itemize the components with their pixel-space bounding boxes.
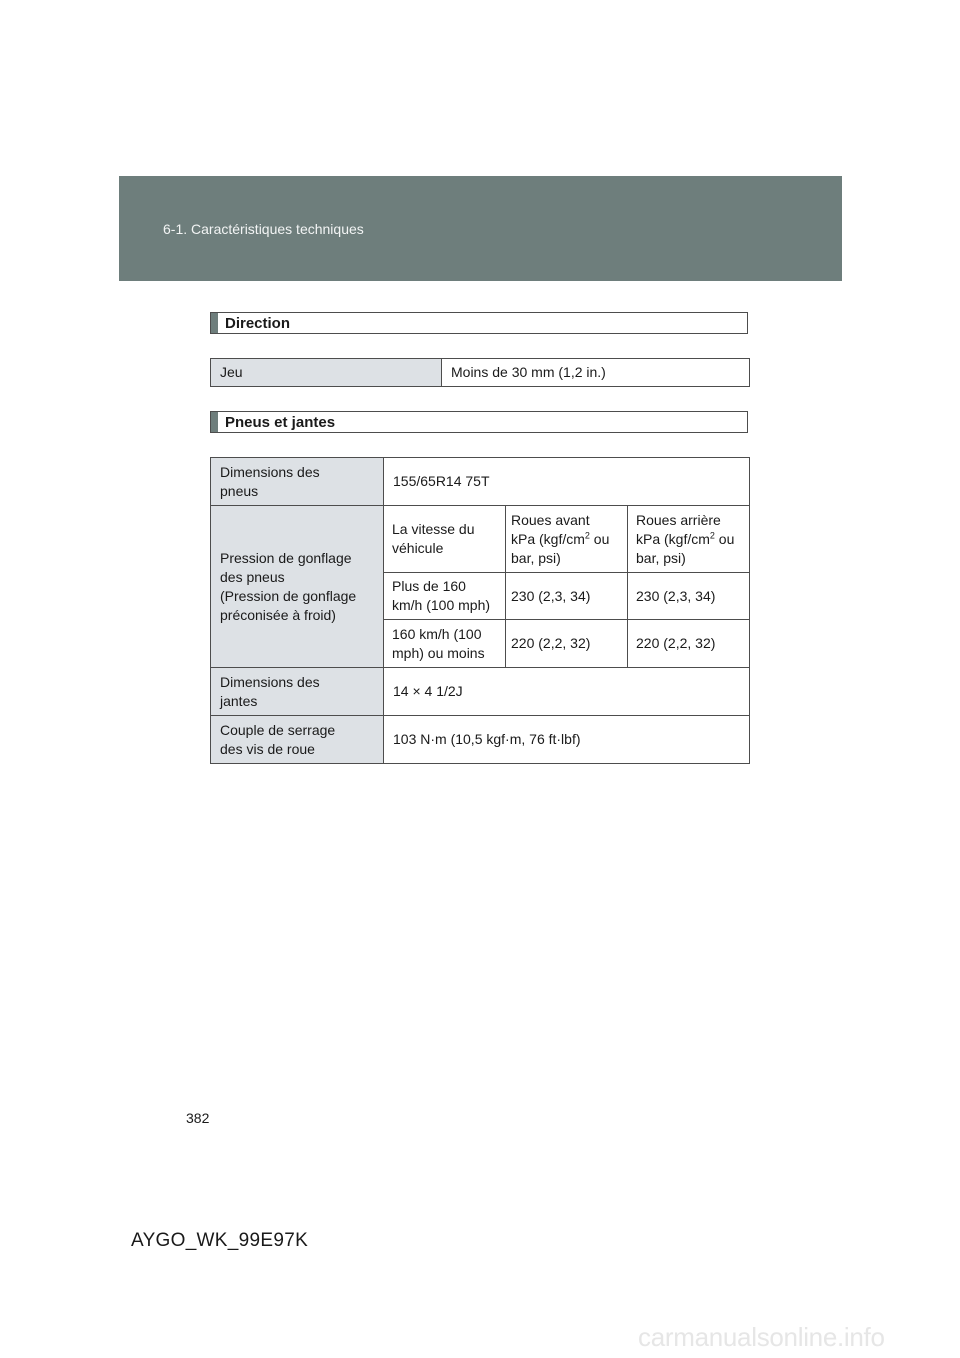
chapter-header-band <box>119 176 842 281</box>
table-row <box>211 506 750 573</box>
table-row <box>211 716 750 764</box>
site-watermark: carmanualsonline.info <box>638 1322 885 1352</box>
front-pressure-cell: 230 (2,3, 34) <box>506 573 628 620</box>
document-code: AYGO_WK_99E97K <box>131 1230 309 1251</box>
speed-column-header: La vitesse du véhicule <box>384 506 506 573</box>
pressure-label: Pression de gonflage des pneus (Pression de gonflage préconisée à froid) <box>211 506 384 668</box>
steering-play-label: Jeu <box>211 359 442 387</box>
table-row <box>211 359 750 387</box>
rear-pressure-cell: 230 (2,3, 34) <box>628 573 750 620</box>
torque-value: 103 N·m (10,5 kgf·m, 76 ft·lbf) <box>384 716 750 764</box>
tire-size-value: 155/65R14 75T <box>384 458 750 506</box>
steering-play-value: Moins de 30 mm (1,2 in.) <box>442 359 750 387</box>
direction-table <box>210 358 750 387</box>
front-column-header: Roues avant kPa ($kgf/cm^2$ ou bar, psi) <box>506 506 628 573</box>
direction-heading <box>210 312 748 334</box>
rear-column-header: Roues arrière kPa ($kgf/cm^2$ ou bar, psi) <box>628 506 750 573</box>
torque-label: Couple de serrage des vis de roue <box>211 716 384 764</box>
chapter-section-label: 6-1. Caractéristiques techniques <box>163 221 364 237</box>
rim-size-label: Dimensions des jantes <box>211 668 384 716</box>
speed-cell: 160 km/h (100 mph) ou moins <box>384 620 506 668</box>
direction-heading-text: Direction <box>225 315 291 332</box>
tires-table <box>210 457 750 764</box>
speed-cell: Plus de 160 km/h (100 mph) <box>384 573 506 620</box>
tires-heading-text: Pneus et jantes <box>225 414 336 431</box>
tires-heading <box>210 411 748 433</box>
heading-accent-bar <box>211 313 218 333</box>
rim-size-value: 14 × 4 1/2J <box>384 668 750 716</box>
table-row <box>211 668 750 716</box>
tire-size-label: Dimensions des pneus <box>211 458 384 506</box>
table-row <box>211 458 750 506</box>
front-pressure-cell: 220 (2,2, 32) <box>506 620 628 668</box>
page-number: 382 <box>186 1110 210 1126</box>
rear-pressure-cell: 220 (2,2, 32) <box>628 620 750 668</box>
heading-accent-bar <box>211 412 218 432</box>
